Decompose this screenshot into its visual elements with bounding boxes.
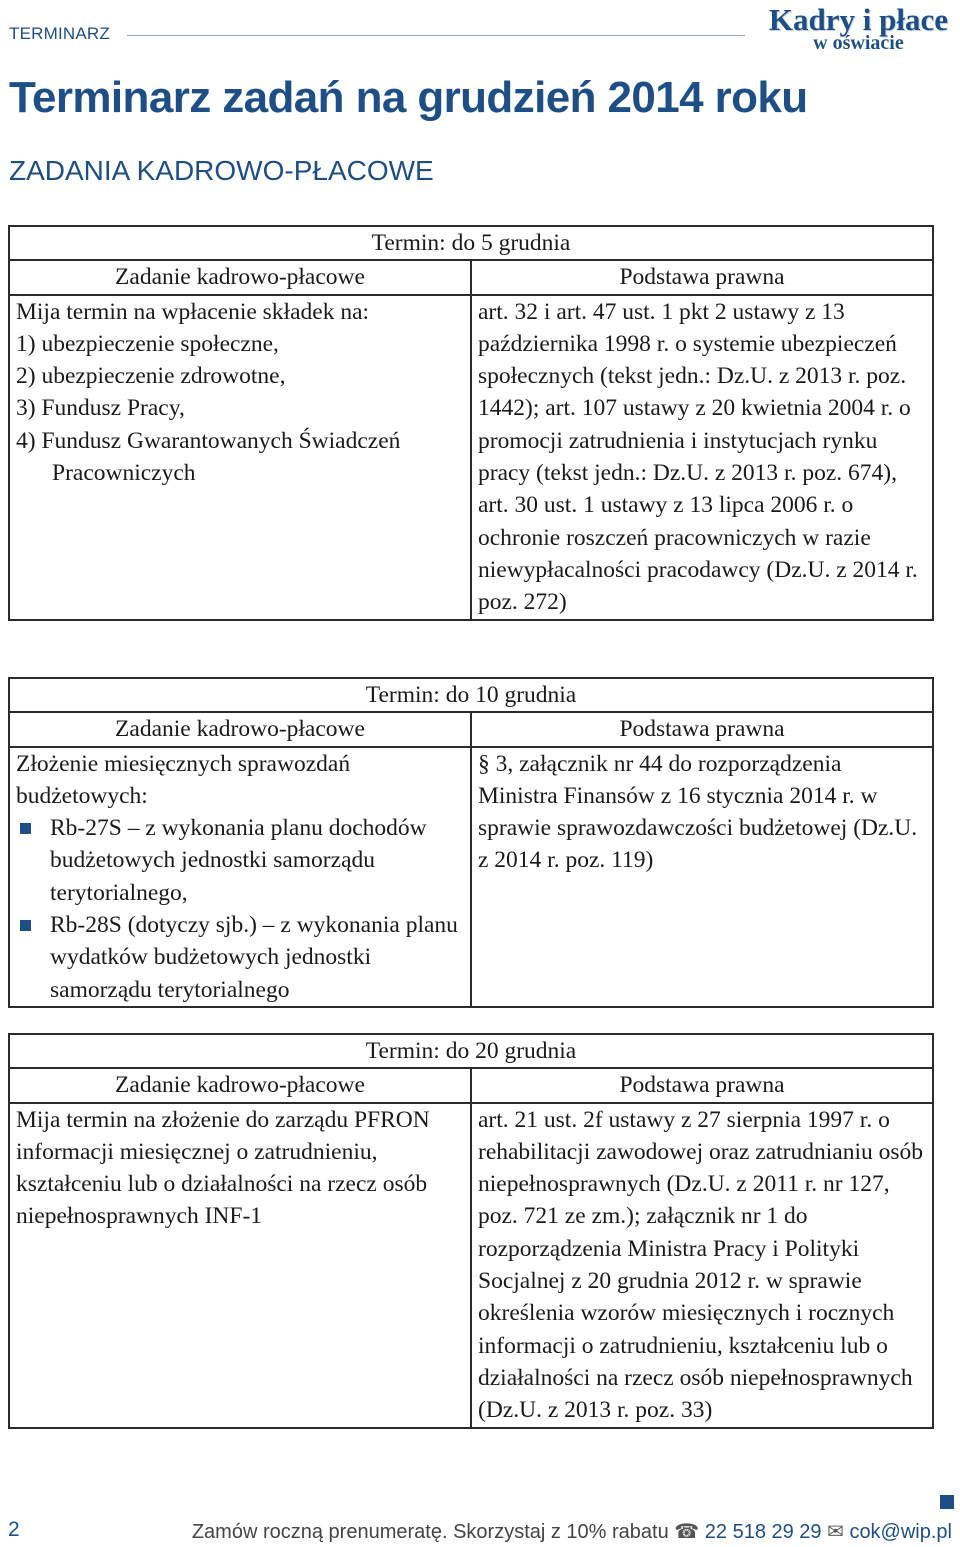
list-item: 3) Fundusz Pracy, bbox=[16, 395, 185, 422]
term-heading: Termin: do 10 grudnia bbox=[9, 678, 933, 712]
table-row bbox=[9, 1103, 933, 1428]
footer-square-decoration bbox=[940, 1495, 954, 1509]
list-item: Rb-27S – z wykonania planu dochodów budżetowych jednostki samorządu terytorialnego, bbox=[16, 812, 464, 909]
table-row bbox=[9, 747, 933, 1007]
page-subtitle: ZADANIA KADROWO-PŁACOWE bbox=[9, 155, 434, 186]
legal-basis-cell: § 3, załącznik nr 44 do rozporządzenia Ministra Finansów z 16 stycznia 2014 r. w sprawie sprawozdawczości budżetowej (Dz.U. z 2014 r. poz. 119) bbox=[471, 747, 933, 1007]
col-header-basis: Podstawa prawna bbox=[471, 260, 933, 294]
section-label: TERMINARZ bbox=[9, 24, 110, 43]
table-term-row bbox=[9, 226, 933, 260]
list-item: 2) ubezpieczenie zdrowotne, bbox=[16, 363, 286, 390]
header-rule bbox=[127, 35, 745, 36]
table-term-row bbox=[9, 1034, 933, 1068]
col-header-basis: Podstawa prawna bbox=[471, 712, 933, 746]
task-cell: Mija termin na złożenie do zarządu PFRON informacji miesięcznej o zatrudnieniu, kształceniu lub o działalności na rzecz osób niepełnosprawnych INF-1 bbox=[9, 1103, 471, 1428]
task-list bbox=[16, 328, 464, 489]
schedule-table-dec-10 bbox=[8, 677, 934, 1008]
footer-promo bbox=[192, 1519, 952, 1544]
brand-main: Kadry i płace bbox=[768, 2, 948, 37]
phone-icon: ☎ bbox=[674, 1521, 700, 1543]
term-heading: Termin: do 5 grudnia bbox=[9, 226, 933, 260]
phone-number[interactable]: 22 518 29 29 bbox=[704, 1521, 822, 1543]
brand-logo bbox=[769, 4, 948, 53]
table-row bbox=[9, 295, 933, 620]
table-header-row bbox=[9, 260, 933, 294]
col-header-task: Zadanie kadrowo-płacowe bbox=[9, 260, 471, 294]
list-item: 4) Fundusz Gwarantowanych Świadczeń Pracowniczych bbox=[16, 427, 401, 487]
brand-sub: w oświacie bbox=[813, 32, 904, 54]
legal-basis-cell: art. 21 ust. 2f ustawy z 27 sierpnia 1997 r. o rehabilitacji zawodowej oraz zatrudnianiu osób niepełnosprawnych (Dz.U. z 2011 r. nr 127, poz. 721 ze zm.); załącznik nr 1 do rozporządzenia Ministra Pracy i Polityki Socjalnej z 20 grudnia 2012 r. w sprawie określenia wzorów miesięcznych i rocznych informacji o zatrudnieniu, kształceniu lub o działalności na rzecz osób niepełnosprawnych (Dz.U. z 2013 r. poz. 33) bbox=[471, 1103, 933, 1428]
legal-basis-cell: art. 32 i art. 47 ust. 1 pkt 2 ustawy z 13 października 1998 r. o systemie ubezpieczeń społecznych (tekst jedn.: Dz.U. z 2013 r. poz. 1442); art. 107 ustawy z 20 kwietnia 2004 r. o promocji zatrudnienia i instytucjach rynku pracy (tekst jedn.: Dz.U. z 2013 r. poz. 674), art. 30 ust. 1 ustawy z 13 lipca 2006 r. o ochronie roszczeń pracowniczych w razie niewypłacalności pracodawcy (Dz.U. z 2014 r. poz. 272) bbox=[471, 295, 933, 620]
task-intro: Złożenie miesięcznych sprawozdań budżetowych: bbox=[16, 750, 351, 809]
table-header-row bbox=[9, 712, 933, 746]
col-header-task: Zadanie kadrowo-płacowe bbox=[9, 1068, 471, 1102]
schedule-table-dec-20 bbox=[8, 1033, 934, 1429]
task-intro: Mija termin na wpłacenie składek na: bbox=[16, 298, 370, 325]
email-link[interactable]: cok@wip.pl bbox=[849, 1521, 952, 1543]
page-number: 2 bbox=[8, 1518, 20, 1541]
task-cell bbox=[9, 747, 471, 1007]
table-header-row bbox=[9, 1068, 933, 1102]
mail-icon: ✉ bbox=[827, 1521, 844, 1543]
list-item: 1) ubezpieczenie społeczne, bbox=[16, 330, 279, 357]
task-cell bbox=[9, 295, 471, 620]
task-list bbox=[16, 812, 464, 1006]
page-title: Terminarz zadań na grudzień 2014 roku bbox=[9, 73, 808, 122]
list-item: Rb-28S (dotyczy sjb.) – z wykonania planu wydatków budżetowych jednostki samorządu terytorialnego bbox=[16, 909, 464, 1006]
term-heading: Termin: do 20 grudnia bbox=[9, 1034, 933, 1068]
col-header-basis: Podstawa prawna bbox=[471, 1068, 933, 1102]
page-header bbox=[0, 0, 960, 70]
promo-text: Zamów roczną prenumeratę. Skorzystaj z 10% rabatu bbox=[191, 1521, 669, 1543]
table-term-row bbox=[9, 678, 933, 712]
col-header-task: Zadanie kadrowo-płacowe bbox=[9, 712, 471, 746]
schedule-table-dec-5 bbox=[8, 225, 934, 621]
